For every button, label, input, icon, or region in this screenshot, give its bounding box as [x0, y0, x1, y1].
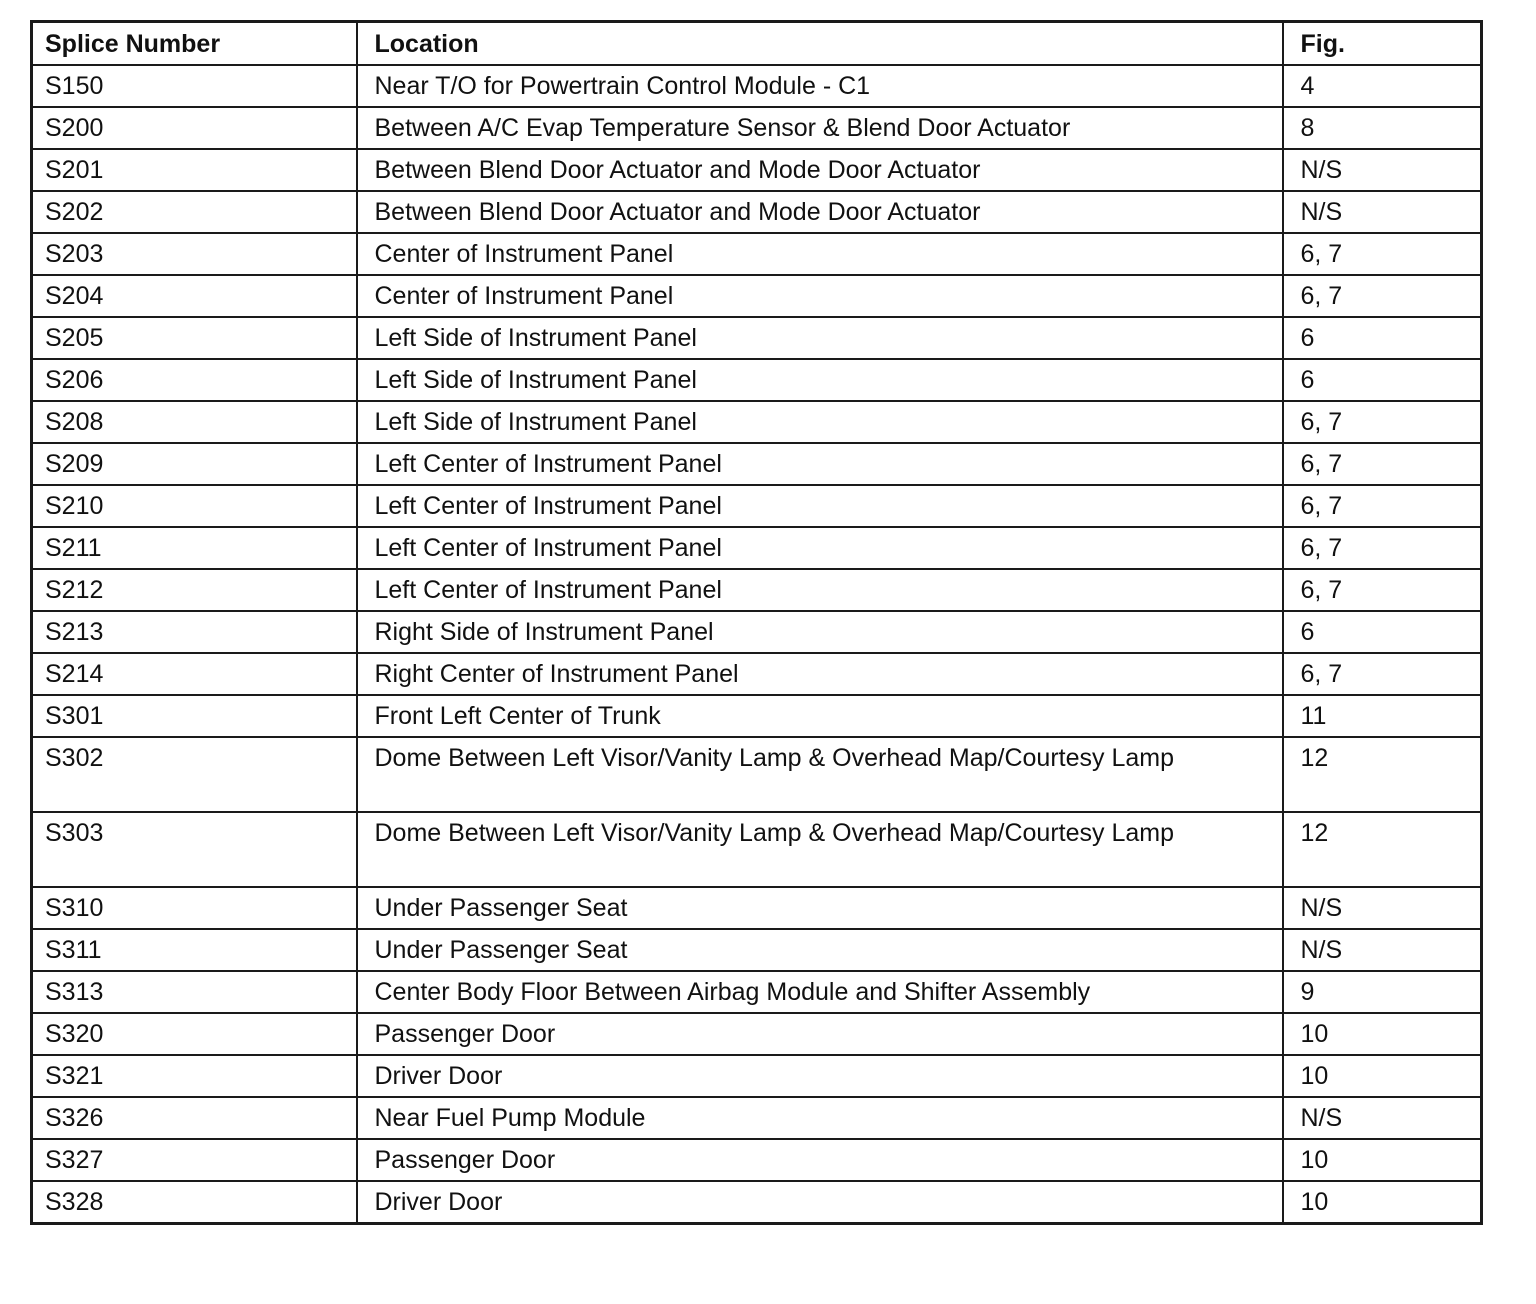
location-cell: Between Blend Door Actuator and Mode Door Actuator — [357, 191, 1283, 233]
fig-cell: 6 — [1283, 359, 1482, 401]
splice-cell: S205 — [32, 317, 357, 359]
location-cell: Driver Door — [357, 1055, 1283, 1097]
location-cell: Left Center of Instrument Panel — [357, 443, 1283, 485]
fig-cell: 12 — [1283, 812, 1482, 887]
header-fig: Fig. — [1283, 22, 1482, 66]
location-cell: Under Passenger Seat — [357, 887, 1283, 929]
table-row — [32, 1055, 1482, 1097]
location-cell: Right Center of Instrument Panel — [357, 653, 1283, 695]
splice-cell: S206 — [32, 359, 357, 401]
fig-cell: 8 — [1283, 107, 1482, 149]
fig-cell: N/S — [1283, 887, 1482, 929]
splice-cell: S321 — [32, 1055, 357, 1097]
location-cell: Dome Between Left Visor/Vanity Lamp & Overhead Map/Courtesy Lamp — [357, 737, 1283, 812]
table-row — [32, 737, 1482, 812]
table-row — [32, 611, 1482, 653]
table-row — [32, 929, 1482, 971]
splice-cell: S204 — [32, 275, 357, 317]
splice-cell: S311 — [32, 929, 357, 971]
fig-cell: 10 — [1283, 1181, 1482, 1224]
splice-cell: S201 — [32, 149, 357, 191]
fig-cell: 10 — [1283, 1013, 1482, 1055]
table-row — [32, 527, 1482, 569]
fig-cell: 6 — [1283, 611, 1482, 653]
splice-cell: S200 — [32, 107, 357, 149]
location-cell: Dome Between Left Visor/Vanity Lamp & Overhead Map/Courtesy Lamp — [357, 812, 1283, 887]
fig-cell: 6, 7 — [1283, 569, 1482, 611]
fig-cell: 9 — [1283, 971, 1482, 1013]
table-row — [32, 359, 1482, 401]
fig-cell: N/S — [1283, 1097, 1482, 1139]
splice-cell: S203 — [32, 233, 357, 275]
splice-cell: S301 — [32, 695, 357, 737]
table-row — [32, 275, 1482, 317]
table-row — [32, 1139, 1482, 1181]
fig-cell: 12 — [1283, 737, 1482, 812]
location-cell: Front Left Center of Trunk — [357, 695, 1283, 737]
fig-cell: 6, 7 — [1283, 443, 1482, 485]
location-cell: Left Side of Instrument Panel — [357, 401, 1283, 443]
fig-cell: 6, 7 — [1283, 527, 1482, 569]
splice-cell: S302 — [32, 737, 357, 812]
splice-cell: S313 — [32, 971, 357, 1013]
location-cell: Under Passenger Seat — [357, 929, 1283, 971]
table-row — [32, 653, 1482, 695]
table-row — [32, 317, 1482, 359]
table-row — [32, 65, 1482, 107]
fig-cell: 10 — [1283, 1139, 1482, 1181]
splice-location-table — [30, 20, 1483, 1225]
location-cell: Between Blend Door Actuator and Mode Door Actuator — [357, 149, 1283, 191]
splice-cell: S208 — [32, 401, 357, 443]
table-row — [32, 1097, 1482, 1139]
location-cell: Center of Instrument Panel — [357, 233, 1283, 275]
location-cell: Center of Instrument Panel — [357, 275, 1283, 317]
header-location: Location — [357, 22, 1283, 66]
table-row — [32, 569, 1482, 611]
splice-cell: S150 — [32, 65, 357, 107]
fig-cell: 6, 7 — [1283, 401, 1482, 443]
table-row — [32, 695, 1482, 737]
location-cell: Left Side of Instrument Panel — [357, 317, 1283, 359]
splice-cell: S212 — [32, 569, 357, 611]
fig-cell: N/S — [1283, 149, 1482, 191]
fig-cell: 4 — [1283, 65, 1482, 107]
location-cell: Passenger Door — [357, 1013, 1283, 1055]
splice-cell: S327 — [32, 1139, 357, 1181]
splice-cell: S209 — [32, 443, 357, 485]
table-row — [32, 812, 1482, 887]
splice-cell: S202 — [32, 191, 357, 233]
splice-cell: S213 — [32, 611, 357, 653]
table-row — [32, 443, 1482, 485]
fig-cell: 6, 7 — [1283, 233, 1482, 275]
header-splice-number: Splice Number — [32, 22, 357, 66]
splice-cell: S310 — [32, 887, 357, 929]
splice-cell: S320 — [32, 1013, 357, 1055]
fig-cell: 6 — [1283, 317, 1482, 359]
table-row — [32, 485, 1482, 527]
location-cell: Center Body Floor Between Airbag Module and Shifter Assembly — [357, 971, 1283, 1013]
table-row — [32, 107, 1482, 149]
splice-cell: S303 — [32, 812, 357, 887]
table-row — [32, 149, 1482, 191]
location-cell: Right Side of Instrument Panel — [357, 611, 1283, 653]
table-row — [32, 1013, 1482, 1055]
location-cell: Left Side of Instrument Panel — [357, 359, 1283, 401]
fig-cell: 6, 7 — [1283, 485, 1482, 527]
table-header-row — [32, 22, 1482, 66]
location-cell: Left Center of Instrument Panel — [357, 569, 1283, 611]
splice-cell: S326 — [32, 1097, 357, 1139]
fig-cell: N/S — [1283, 929, 1482, 971]
table-row — [32, 887, 1482, 929]
table-row — [32, 971, 1482, 1013]
splice-cell: S328 — [32, 1181, 357, 1224]
fig-cell: N/S — [1283, 191, 1482, 233]
splice-cell: S211 — [32, 527, 357, 569]
table-row — [32, 233, 1482, 275]
fig-cell: 10 — [1283, 1055, 1482, 1097]
location-cell: Between A/C Evap Temperature Sensor & Blend Door Actuator — [357, 107, 1283, 149]
location-cell: Driver Door — [357, 1181, 1283, 1224]
table-row — [32, 1181, 1482, 1224]
location-cell: Near T/O for Powertrain Control Module - C1 — [357, 65, 1283, 107]
location-cell: Left Center of Instrument Panel — [357, 485, 1283, 527]
location-cell: Left Center of Instrument Panel — [357, 527, 1283, 569]
fig-cell: 6, 7 — [1283, 653, 1482, 695]
fig-cell: 11 — [1283, 695, 1482, 737]
table-row — [32, 191, 1482, 233]
location-cell: Near Fuel Pump Module — [357, 1097, 1283, 1139]
location-cell: Passenger Door — [357, 1139, 1283, 1181]
splice-cell: S210 — [32, 485, 357, 527]
splice-cell: S214 — [32, 653, 357, 695]
fig-cell: 6, 7 — [1283, 275, 1482, 317]
table-row — [32, 401, 1482, 443]
